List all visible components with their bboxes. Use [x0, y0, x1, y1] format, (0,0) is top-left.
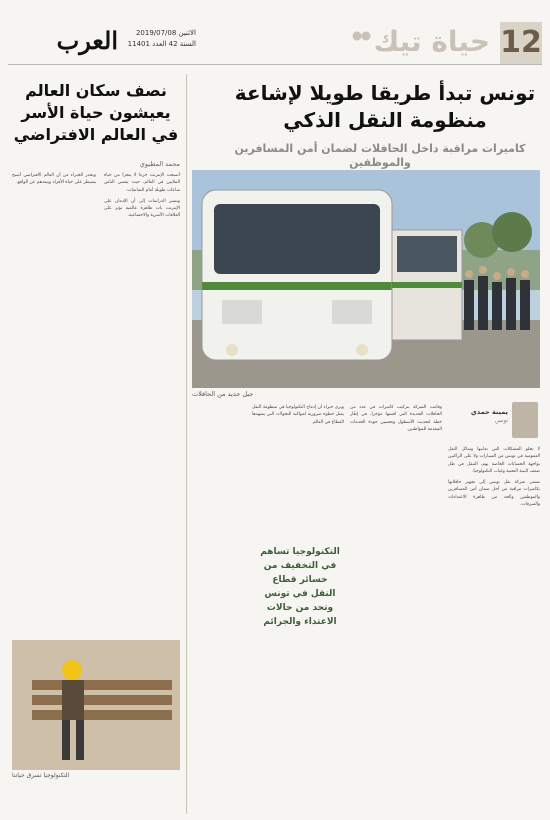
logo-text: العرب [56, 26, 118, 55]
bus-photo [192, 170, 540, 388]
main-paragraph-1: لا تخلو المشكلات التي تعانيها وسائل النقل العمومية في تونس من السيارات ولا على الراكبين بواجهة الحسابات الخاصة بهم، التنقل في ظل ضعف البنية التحتية وغياب التكنولوجيا. [448, 447, 540, 474]
author-avatar [512, 402, 538, 438]
side-article-column-2 [12, 172, 96, 632]
bus-illustration [192, 170, 540, 388]
side-paragraph-1: أصبحت الإنترنت جزءا لا يتجزأ من حياة الملايين في العالم، حيث يقضي الناس ساعات طويلة أمام الشاشات. [104, 173, 180, 193]
page-header [8, 20, 542, 65]
main-paragraph-4: ويرى خبراء أن إدماج التكنولوجيا في منظومة النقل يمثل خطوة ضرورية لمواكبة التحولات التي يشهدها القطاع في العالم. [252, 405, 344, 425]
main-paragraph-2: تسعى شركة نقل تونس إلى تجهيز حافلاتها بكاميرات مراقبة من أجل ضمان أمن المسافرين والموظفين والحد من ظاهرة الاعتداءات والسرقات. [448, 480, 540, 508]
pull-quote: التكنولوجيا تساهم في التخفيف من خسائر قطاع النقل في تونس وتحد من حالات الاعتداء والجرائم [260, 547, 340, 627]
worker-photo-caption: التكنولوجيا تسرق حياتنا [12, 772, 70, 779]
side-paragraph-2: وتشير الدراسات إلى أن الإدمان على الإنترنت بات ظاهرة عالمية تؤثر على العلاقات الأسرية والاجتماعية. [104, 198, 180, 219]
worker-illustration [12, 640, 180, 770]
newspaper-logo [38, 26, 118, 58]
side-author: محمد المطيوي [139, 160, 180, 168]
side-article-column-1 [104, 172, 180, 632]
page-number: 12 [500, 22, 542, 64]
main-article-column-3 [252, 404, 344, 534]
author-name: يمينة حمدي [470, 408, 508, 416]
main-article-column-2 [350, 404, 442, 806]
issue-number: السنة 42 العدد 11401 [127, 40, 196, 48]
quote-icon [352, 30, 372, 46]
issue-date: الاثنين 2019/07/08 [135, 29, 196, 37]
issue-info [126, 28, 196, 50]
section-title: حياة تيك [373, 25, 490, 58]
worker-photo [12, 640, 180, 770]
main-headline: تونس تبدأ طريقا طويلا لإشاعة منظومة النقل الذكي [234, 81, 536, 132]
side-paragraph-3: ويحذر الخبراء من أن العالم الافتراضي أصبح يسيطر على حياة الأفراد ويبعدهم عن الواقع. [12, 173, 96, 186]
author-box [448, 402, 538, 442]
bus-photo-caption: جيل جديد من الحافلات [192, 390, 254, 398]
main-article-column-1 [448, 446, 540, 806]
column-divider [186, 74, 187, 814]
main-paragraph-3: وقامت الشركة بتركيب كاميرات في عدد من الحافلات الجديدة التي اقتنتها مؤخرا، في إطار خطة لتحديث الأسطول وتحسين جودة الخدمات المقدمة للمواطنين. [350, 405, 442, 432]
main-subheadline: كاميرات مراقبة داخل الحافلات لضمان أمن المسافرين والموظفين [234, 142, 526, 169]
side-headline: نصف سكان العالم يعيشون حياة الأسر في العالم الافتراضي [13, 81, 179, 144]
author-location: تونس [495, 418, 508, 424]
